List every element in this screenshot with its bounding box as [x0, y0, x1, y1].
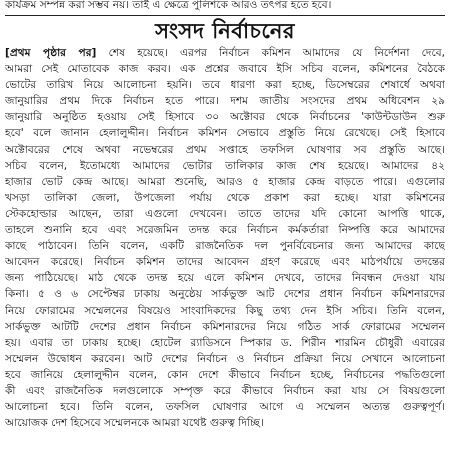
article-line	[5, 190, 445, 206]
article-line-text: হাজার ভোট কেন্দ্র আছে। আমরা শুনেছি, আরও ৫ হাজার কেন্দ্র বাড়তে পারে। এগুলোর	[5, 175, 445, 188]
article-line-text: খসড়া তালিকা জেলা, উপজেলা পর্যায় থেকে প্রকাশ করা হচ্ছে। যারা কমিশনের	[5, 191, 445, 204]
article-line-text: জানুয়ারির প্রথম দিকে নির্বাচন হতে পারে। দশম জাতীয় সংসদের প্রথম অধিবেশন ২৯	[5, 95, 445, 108]
article-line	[5, 77, 445, 93]
article-line-text: কাছে পাঠাবেন। তিনি বলেন, একটি রাজনৈতিক দল পুনর্বিবেচনার জন্য আমাদের কাছে	[5, 240, 445, 253]
article-line	[5, 206, 445, 222]
article-line	[5, 399, 445, 415]
article-line	[5, 174, 445, 190]
article-line	[5, 93, 445, 109]
article-line	[5, 335, 445, 351]
article-line	[5, 383, 445, 399]
previous-article-tail: কার্যক্রম সম্পন্ন করা সম্ভব নয়। তাই এ ক্ষেত্রে পুলিশকে আরও তৎপর হতে হবে।	[5, 0, 332, 11]
article-line-text: হবে জানিয়ে হেলালুদ্দীন বলেন, কোন দেশে কীভাবে নির্বাচন হচ্ছে, নির্বাচনের পদ্ধতিগুলো	[5, 368, 445, 381]
article-line-text: কিনা। ৫ ও ৬ সেপ্টেম্বর ঢাকায় অনুষ্ঠেয় সার্কভুক্ত আট দেশের প্রধান নির্বাচন কমিশনারদের	[5, 288, 445, 301]
article-line	[5, 270, 445, 286]
article-line-text: হবে' বলে জানান হেলালুদ্দীন। নির্বাচন কমিশন সেভাবে প্রস্তুতি নিয়ে রেখেছে। সেই হিসাবে	[5, 127, 445, 140]
article-headline: সংসদ নির্বাচনের	[155, 19, 295, 43]
article-line	[5, 222, 445, 238]
article-line	[5, 351, 445, 367]
article-body	[5, 45, 445, 431]
article-line-text: ভোটের তারিখ নিয়ে আলোচনা হয়নি। তবে ধারণা করা হচ্ছে, ডিসেম্বরের শেষার্ধে অথবা	[5, 79, 445, 92]
article-line-text: কী এবং রাজনৈতিক দলগুলোকে সম্পৃক্ত করে কীভাবে নির্বাচন করা যায় সে বিষয়গুলো	[5, 384, 445, 397]
article-line-text: সম্মেলন উদ্বোধন করবেন। আট দেশের নির্বাচন ও নির্বাচন প্রক্রিয়া নিয়ে সেখানে আলোচনা	[5, 352, 445, 365]
article-line-text: জানুয়ারি অনুষ্ঠিত হওয়ায় সেই হিসাবে ৩০ অক্টোবর থেকে নির্বাচনের 'কাউন্টডাউন শুরু	[5, 111, 445, 124]
continued-label: [প্রথম পৃষ্ঠার পর]	[5, 47, 97, 59]
article-line	[5, 319, 445, 335]
article-line-text: আবেদন করেছে। নির্বাচন কমিশন তাদের আবেদন গ্রহণ করেছে এবং মাঠপর্যায়ে তদন্তের	[5, 256, 445, 269]
article-line	[5, 238, 445, 254]
article-line-text: স্টেকহোল্ডার আছেন, তারা এগুলো দেখবেন। তাতে তাদের যদি কোনো আপত্তি থাকে,	[5, 207, 445, 220]
article-line	[5, 61, 445, 77]
article-line-text: আলোচনা হবে। তিনি বলেন, তফসিল ঘোষণার আগে এ সম্মেলন অত্যন্ত গুরুত্বপূর্ণ।	[5, 401, 445, 414]
article-line-text: জন্য পাঠিয়েছে। মাঠ থেকে তদন্ত হয়ে এলে কমিশন দেখবে, তাদের নিবন্ধন দেওয়া যায়	[5, 272, 445, 285]
article-line-text: শেষ হয়েছে। এরপর নির্বাচন কমিশন আমাদের যে নির্দেশনা দেবে,	[96, 47, 445, 59]
article-line-text: হয়। এবার তা ঢাকায় হচ্ছে। হোটেল র‌্যাডিসনে স্পিকার ড. শিরীন শারমিন চৌধুরী এবারের	[5, 336, 445, 349]
article-line	[5, 142, 445, 158]
article-line	[5, 367, 445, 383]
article-line-text: আয়োজক দেশ হিসেবে সম্মেলনকে আমরা যথেষ্ট গুরুত্ব দিচ্ছি।	[5, 417, 264, 430]
article-line	[5, 45, 445, 61]
article-line-text: নিয়ে ফোরামের সম্মেলনের বিষয়েও সাংবাদিকদের কিছু তথ্য দেন ইসি সচিব। তিনি বলেন,	[5, 304, 445, 317]
article-line	[5, 125, 445, 141]
article-line-text: অক্টোবরের শেষে অথবা নভেম্বরের প্রথম সপ্তাহে তফসিল ঘোষণার সব প্রস্তুতি আছে।	[5, 143, 445, 156]
article-line	[5, 286, 445, 302]
article-line-text: তাহলে শুনানি হবে এবং সরেজমিন তদন্ত করে নির্বাচন কর্মকর্তারা নিষ্পত্তি করে আমাদের	[5, 224, 445, 237]
article-line	[5, 158, 445, 174]
article-line-text: সচিব বলেন, ইতোমধ্যে আমাদের ভোটার তালিকার কাজ শেষ হয়েছে। আমাদের ৪২	[5, 159, 445, 172]
article-line	[5, 415, 445, 431]
article-line	[5, 109, 445, 125]
article-line	[5, 254, 445, 270]
article-line	[5, 303, 445, 319]
article-line-text: সার্কভুক্ত আটটি দেশের প্রধান নির্বাচন কমিশনারদের নিয়ে গঠিত সার্ক ফোরামের সম্মেলন	[5, 320, 445, 333]
article-line-text: আমরা সেই মোতাবেক কাজ করব। এক প্রশ্নের জবাবে ইসি সচিব বলেন, কমিশনের বৈঠকে	[5, 63, 445, 76]
